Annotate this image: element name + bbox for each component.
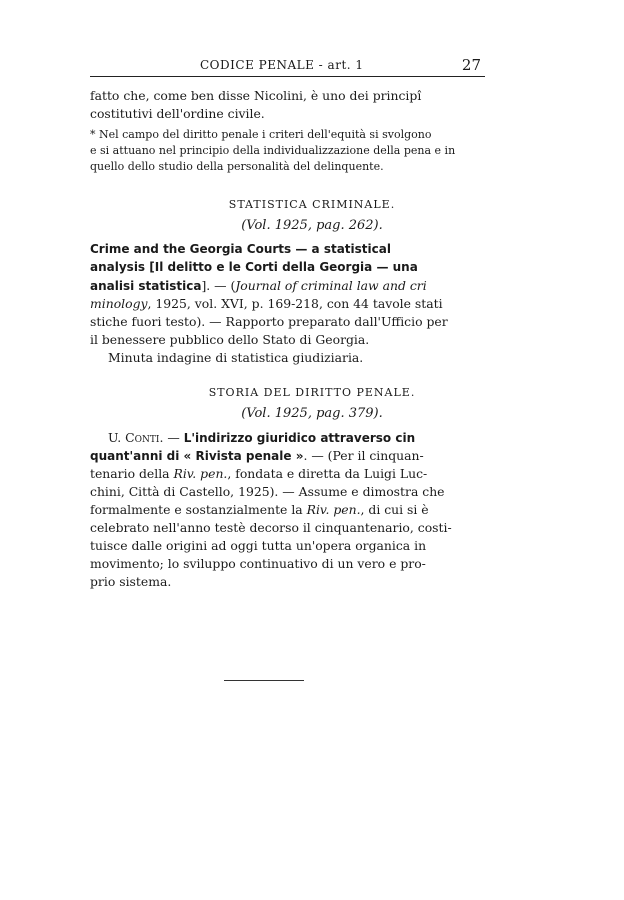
journal-title-end: minology <box>90 296 148 311</box>
journal-abbrev: Riv. pen. <box>173 466 228 481</box>
entry-title-end: analisi statistica <box>90 279 202 293</box>
entry-text: — <box>163 430 184 445</box>
entry-line: tuisce dalle origini ad oggi tutta un'opera organica in <box>90 538 427 553</box>
entry-line: movimento; lo sviluppo continuativo di un vero e pro- <box>90 556 426 571</box>
footnote-line: e si attuano nel principio della individualizzazione della pena e in <box>90 144 456 157</box>
entry-text: tenario della <box>90 466 174 481</box>
entry-text: ]. — ( <box>201 278 236 293</box>
entry-line: prio sistema. <box>90 574 172 589</box>
entry-title: L'indirizzo giuridico attraverso cin <box>183 431 416 445</box>
author-name: U. Conti. <box>108 430 164 445</box>
volume-reference: (Vol. 1925, pag. 262). <box>241 218 383 233</box>
entry-line: il benessere pubblico dello Stato di Georgia. <box>90 332 370 347</box>
entry-line: stiche fuori testo). — Rapporto preparato dall'Ufficio per <box>90 314 448 329</box>
entry-title-end: quant'anni di « Rivista penale » <box>90 449 304 463</box>
volume-reference: (Vol. 1925, pag. 379). <box>241 406 383 421</box>
entry-text: , fondata e diretta da Luigi Luc- <box>227 466 428 481</box>
page-number: 27 <box>461 56 481 74</box>
footnote-line: * Nel campo del diritto penale i criteri dell'equità si svolgono <box>90 128 432 141</box>
journal-title: Journal of criminal law and cri <box>235 278 427 293</box>
section-title-storia: STORIA DEL DIRITTO PENALE. <box>208 386 416 399</box>
entry-line <box>90 448 424 463</box>
entry-text: . — (Per il cinquan- <box>303 448 424 463</box>
running-title: CODICE PENALE - art. 1 <box>200 58 364 72</box>
journal-abbrev: Riv. pen. <box>306 502 361 517</box>
section-title-statistica: STATISTICA CRIMINALE. <box>228 198 396 211</box>
header-rule <box>90 76 485 77</box>
entry-line <box>90 466 427 481</box>
footnote-line: quello dello studio della personalità del delinquente. <box>90 160 384 173</box>
entry-line <box>90 502 429 517</box>
entry-title-line: analysis [Il delitto e le Corti della Georgia — una <box>90 260 418 274</box>
entry-line: chini, Città di Castello, 1925). — Assume e dimostra che <box>90 484 445 499</box>
entry-line <box>90 296 443 311</box>
intro-line: fatto che, come ben disse Nicolini, è uno dei principî <box>90 88 422 103</box>
entry-text: , di cui si è <box>360 502 429 517</box>
entry-line: celebrato nell'anno testè decorso il cinquantenario, costi- <box>90 520 452 535</box>
entry-text: formalmente e sostanzialmente la <box>90 502 307 517</box>
intro-line: costitutivi dell'ordine civile. <box>90 106 265 121</box>
entry-line <box>90 278 427 293</box>
entry-line <box>108 430 415 445</box>
entry-title-line: Crime and the Georgia Courts — a statistical <box>90 242 391 256</box>
entry-text: , 1925, vol. XVI, p. 169-218, con 44 tavole stati <box>147 296 443 311</box>
page-header <box>90 56 485 76</box>
entry-line: Minuta indagine di statistica giudiziaria. <box>108 350 364 365</box>
end-rule <box>224 680 304 681</box>
